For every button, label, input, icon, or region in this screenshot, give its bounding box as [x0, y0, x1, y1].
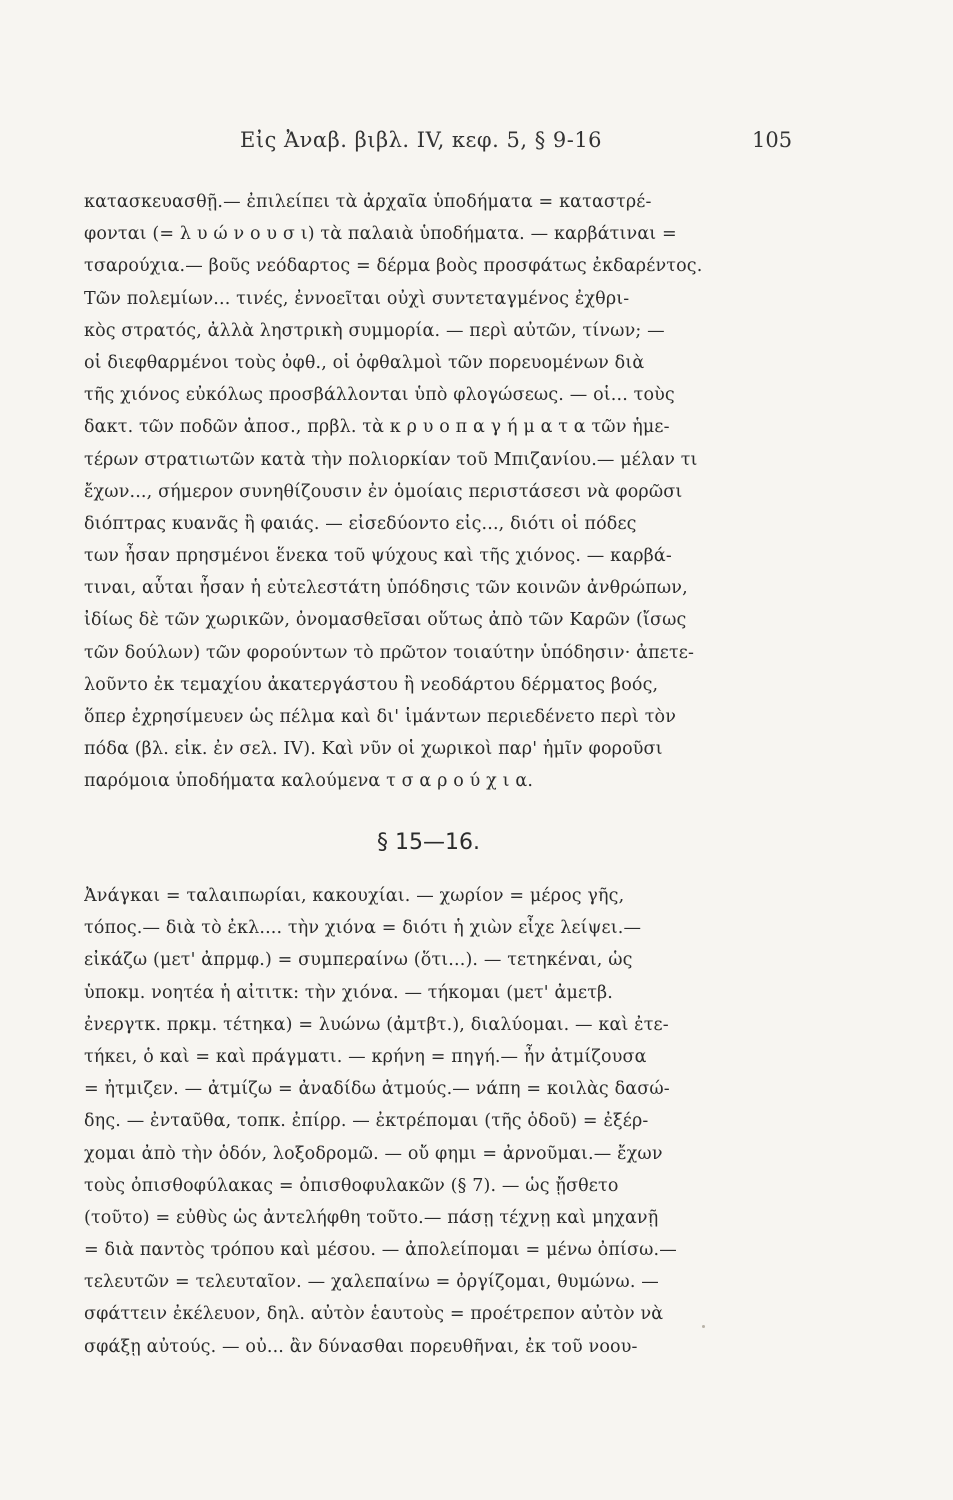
text-line: ἰδίως δὲ τῶν χωρικῶν, ὀνομασθεῖσαι οὕτως ἀπὸ τῶν Καρῶν (ἴσως: [84, 610, 687, 631]
text-line: τόπος.— διὰ τὸ ἐκλ.... τὴν χιόνα = διότι ἡ χιὼν εἶχε λείψει.—: [84, 918, 642, 939]
text-line: των ἦσαν πρησμένοι ἕνεκα τοῦ ψύχους καὶ τῆς χιόνος. — καρβά-: [84, 546, 672, 567]
section-heading: § 15—16.: [377, 830, 480, 855]
page-number: 105: [752, 128, 793, 152]
text-line: τοὺς ὀπισθοφύλακας = ὀπισθοφυλακῶν (§ 7). — ὡς ᾔσθετο: [84, 1175, 619, 1196]
text-line: φονται (= λ υ ώ ν ο υ σ ι) τὰ παλαιὰ ὑποδήματα. — καρβάτιναι =: [84, 224, 677, 245]
text-line: τελευτῶν = τελευταῖον. — χαλεπαίνω = ὀργίζομαι, θυμώνω. —: [84, 1272, 659, 1293]
text-line: δης. — ἐνταῦθα, τοπκ. ἐπίρρ. — ἐκτρέπομαι (τῆς ὁδοῦ) = ἐξέρ-: [84, 1111, 649, 1132]
commentary-block-2: [84, 880, 799, 1363]
text-line: Ἀνάγκαι = ταλαιπωρίαι, κακουχίαι. — χωρίον = μέρος γῆς,: [84, 886, 625, 906]
text-line: ὅπερ ἐχρησίμευεν ὡς πέλμα καὶ δι' ἱμάντων περιεδένετο περὶ τὸν: [84, 707, 677, 727]
text-line: διόπτρας κυανᾶς ἢ φαιάς. — εἰσεδύοντο εἰς..., διότι οἱ πόδες: [84, 513, 637, 534]
running-head: Εἰς Ἀναβ. βιβλ. IV, κεφ. 5, § 9-16: [240, 128, 603, 152]
text-line: δακτ. τῶν ποδῶν ἀποσ., πρβλ. τὰ κ ρ υ ο π α γ ή μ α τ α τῶν ἡμε-: [84, 417, 670, 438]
text-line: ἔχων..., σήμερον συνηθίζουσιν ἐν ὁμοίαις περιστάσεσι νὰ φορῶσι: [84, 481, 683, 502]
text-line: οἱ διεφθαρμένοι τοὺς ὀφθ., οἱ ὀφθαλμοὶ τῶν πορευομένων διὰ: [84, 352, 645, 373]
text-line: λοῦντο ἐκ τεμαχίου ἀκατεργάστου ἢ νεοδάρτου δέρματος βοός,: [84, 674, 659, 695]
text-line: ἐνεργτκ. πρκμ. τέτηκα) = λυώνω (ἀμτβτ.), διαλύομαι. — καὶ ἐτε-: [84, 1014, 669, 1035]
text-line: τῆς χιόνος εὐκόλως προσβάλλονται ὑπὸ φλογώσεως. — οἱ... τοὺς: [84, 385, 675, 406]
text-line: σφάττειν ἐκέλευον, δηλ. αὐτὸν ἑαυτοὺς = προέτρεπον αὐτὸν νὰ: [84, 1304, 664, 1325]
text-line: κὸς στρατός, ἀλλὰ ληστρικὴ συμμορία. — περὶ αὐτῶν, τίνων; —: [84, 320, 665, 341]
text-line: τῶν δούλων) τῶν φορούντων τὸ πρῶτον τοιαύτην ὑπόδησιν· ἀπετε-: [84, 642, 695, 663]
text-line: τήκει, ὁ καὶ = καὶ πράγματι. — κρήνη = πηγή.— ἦν ἀτμίζουσα: [84, 1046, 647, 1067]
text-line: Τῶν πολεμίων... τινές, ἐννοεῖται οὐχὶ συντεταγμένος ἐχθρι-: [84, 288, 630, 309]
text-line: εἰκάζω (μετ' ἀπρμφ.) = συμπεραίνω (ὅτι...). — τετηκέναι, ὡς: [84, 950, 633, 971]
text-line: = ἠτμιζεν. — ἀτμίζω = ἀναδίδω ἀτμούς.— νάπη = κοιλὰς δασώ-: [84, 1079, 670, 1100]
text-line: χομαι ἀπὸ τὴν ὁδόν, λοξοδρομῶ. — οὔ φημι = ἀρνοῦμαι.— ἔχων: [84, 1143, 663, 1164]
text-line: πόδα (βλ. εἰκ. ἐν σελ. IV). Καὶ νῦν οἱ χωρικοὶ παρ' ἡμῖν φοροῦσι: [84, 739, 663, 760]
text-line: παρόμοια ὑποδήματα καλούμενα τ σ α ρ ο ύ χ ι α.: [84, 771, 534, 792]
text-line: σφάξῃ αὐτούς. — οὐ... ἂν δύνασθαι πορευθῆναι, ἐκ τοῦ νοου-: [84, 1336, 638, 1357]
text-line: ὑποκμ. νοητέα ἡ αἰτιτκ: τὴν χιόνα. — τήκομαι (μετ' ἀμετβ.: [84, 982, 614, 1003]
text-line: (τοῦτο) = εὐθὺς ὡς ἀντελήφθη τοῦτο.— πάσῃ τέχνῃ καὶ μηχανῇ: [84, 1207, 659, 1228]
text-line: = διὰ παντὸς τρόπου καὶ μέσου. — ἀπολείπομαι = μένω ὀπίσω.—: [84, 1240, 677, 1261]
commentary-block-1: [84, 186, 799, 798]
paper-speck: [702, 1325, 705, 1328]
text-line: τέρων στρατιωτῶν κατὰ τὴν πολιορκίαν τοῦ Μπιζανίου.— μέλαν τι: [84, 449, 698, 470]
text-line: τσαρούχια.— βοῦς νεόδαρτος = δέρμα βοὸς προσφάτως ἐκδαρέντος.: [84, 256, 703, 277]
text-line: τιναι, αὗται ἦσαν ἡ εὐτελεστάτη ὑπόδησις τῶν κοινῶν ἀνθρώπων,: [84, 578, 688, 599]
text-line: κατασκευασθῇ.— ἐπιλείπει τὰ ἀρχαῖα ὑποδήματα = καταστρέ-: [84, 192, 652, 212]
